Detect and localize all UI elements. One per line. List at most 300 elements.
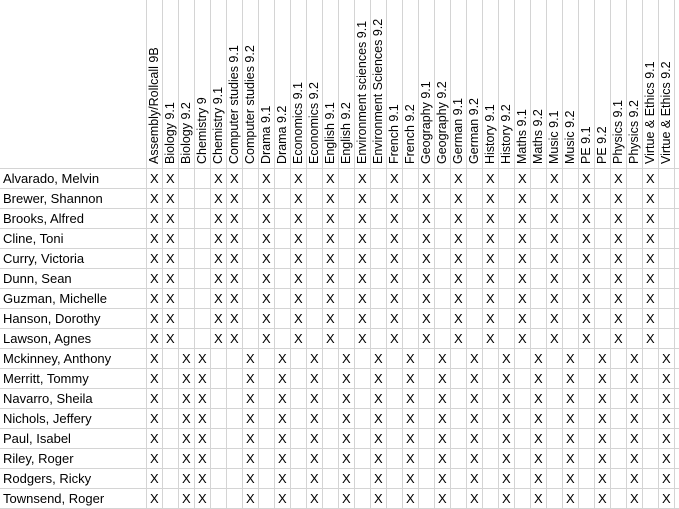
enrollment-mark[interactable]: X	[310, 471, 319, 486]
enrollment-mark[interactable]: X	[406, 431, 415, 446]
enrollment-mark[interactable]: X	[278, 411, 287, 426]
enrollment-mark[interactable]: X	[230, 191, 239, 206]
enrollment-mark[interactable]: X	[614, 311, 623, 326]
enrollment-mark[interactable]: X	[534, 451, 543, 466]
enrollment-mark[interactable]: X	[278, 491, 287, 506]
enrollment-mark[interactable]: X	[246, 391, 255, 406]
enrollment-mark[interactable]: X	[310, 431, 319, 446]
enrollment-mark[interactable]: X	[518, 231, 527, 246]
column-header[interactable]	[450, 0, 466, 168]
enrollment-mark[interactable]: X	[262, 331, 271, 346]
enrollment-mark[interactable]: X	[278, 451, 287, 466]
enrollment-mark[interactable]: X	[150, 351, 159, 366]
enrollment-mark[interactable]: X	[502, 411, 511, 426]
enrollment-mark[interactable]: X	[198, 391, 207, 406]
enrollment-mark[interactable]: X	[326, 331, 335, 346]
enrollment-mark[interactable]: X	[374, 391, 383, 406]
enrollment-mark[interactable]: X	[454, 251, 463, 266]
enrollment-mark[interactable]: X	[550, 331, 559, 346]
student-name[interactable]: Rodgers, Ricky	[3, 471, 92, 486]
enrollment-mark[interactable]: X	[198, 491, 207, 506]
enrollment-mark[interactable]: X	[214, 291, 223, 306]
enrollment-mark[interactable]: X	[406, 451, 415, 466]
enrollment-mark[interactable]: X	[358, 171, 367, 186]
enrollment-mark[interactable]: X	[390, 191, 399, 206]
enrollment-mark[interactable]: X	[646, 211, 655, 226]
enrollment-mark[interactable]: X	[598, 451, 607, 466]
enrollment-mark[interactable]: X	[246, 491, 255, 506]
enrollment-mark[interactable]: X	[230, 211, 239, 226]
enrollment-mark[interactable]: X	[342, 431, 351, 446]
enrollment-mark[interactable]: X	[326, 171, 335, 186]
enrollment-mark[interactable]: X	[486, 171, 495, 186]
enrollment-mark[interactable]: X	[534, 471, 543, 486]
enrollment-mark[interactable]: X	[406, 471, 415, 486]
enrollment-mark[interactable]: X	[262, 291, 271, 306]
enrollment-mark[interactable]: X	[182, 451, 191, 466]
column-header[interactable]	[466, 0, 482, 168]
enrollment-mark[interactable]: X	[470, 431, 479, 446]
enrollment-mark[interactable]: X	[150, 171, 159, 186]
student-name[interactable]: Cline, Toni	[3, 231, 64, 246]
enrollment-mark[interactable]: X	[630, 411, 639, 426]
enrollment-mark[interactable]: X	[342, 491, 351, 506]
enrollment-mark[interactable]: X	[182, 431, 191, 446]
enrollment-mark[interactable]: X	[278, 391, 287, 406]
enrollment-mark[interactable]: X	[214, 171, 223, 186]
enrollment-mark[interactable]: X	[662, 371, 671, 386]
enrollment-mark[interactable]: X	[390, 171, 399, 186]
enrollment-mark[interactable]: X	[230, 171, 239, 186]
enrollment-mark[interactable]: X	[582, 251, 591, 266]
enrollment-mark[interactable]: X	[214, 271, 223, 286]
enrollment-mark[interactable]: X	[374, 371, 383, 386]
column-header[interactable]	[210, 0, 226, 168]
enrollment-mark[interactable]: X	[342, 471, 351, 486]
enrollment-mark[interactable]: X	[662, 451, 671, 466]
enrollment-mark[interactable]: X	[454, 171, 463, 186]
enrollment-mark[interactable]: X	[166, 211, 175, 226]
enrollment-mark[interactable]: X	[518, 191, 527, 206]
enrollment-mark[interactable]: X	[390, 211, 399, 226]
student-name[interactable]: Riley, Roger	[3, 451, 74, 466]
enrollment-mark[interactable]: X	[582, 331, 591, 346]
enrollment-mark[interactable]: X	[470, 471, 479, 486]
column-header[interactable]	[274, 0, 290, 168]
enrollment-mark[interactable]: X	[374, 351, 383, 366]
enrollment-mark[interactable]: X	[646, 311, 655, 326]
enrollment-mark[interactable]: X	[150, 371, 159, 386]
enrollment-mark[interactable]: X	[630, 491, 639, 506]
enrollment-mark[interactable]: X	[422, 211, 431, 226]
enrollment-mark[interactable]: X	[358, 271, 367, 286]
enrollment-mark[interactable]: X	[390, 311, 399, 326]
enrollment-mark[interactable]: X	[470, 351, 479, 366]
column-header[interactable]	[498, 0, 514, 168]
enrollment-mark[interactable]: X	[246, 431, 255, 446]
enrollment-mark[interactable]: X	[390, 251, 399, 266]
enrollment-mark[interactable]: X	[182, 471, 191, 486]
enrollment-mark[interactable]: X	[582, 271, 591, 286]
enrollment-mark[interactable]: X	[150, 291, 159, 306]
enrollment-mark[interactable]: X	[326, 231, 335, 246]
enrollment-mark[interactable]: X	[278, 371, 287, 386]
enrollment-mark[interactable]: X	[374, 411, 383, 426]
enrollment-mark[interactable]: X	[262, 191, 271, 206]
column-header[interactable]	[482, 0, 498, 168]
student-name[interactable]: Mckinney, Anthony	[3, 351, 112, 366]
enrollment-mark[interactable]: X	[342, 451, 351, 466]
enrollment-mark[interactable]: X	[454, 271, 463, 286]
enrollment-mark[interactable]: X	[406, 391, 415, 406]
enrollment-mark[interactable]: X	[502, 351, 511, 366]
enrollment-mark[interactable]: X	[630, 471, 639, 486]
enrollment-mark[interactable]: X	[198, 371, 207, 386]
enrollment-mark[interactable]: X	[182, 491, 191, 506]
student-name[interactable]: Dunn, Sean	[3, 271, 72, 286]
enrollment-mark[interactable]: X	[422, 331, 431, 346]
enrollment-mark[interactable]: X	[310, 491, 319, 506]
column-header[interactable]	[418, 0, 434, 168]
enrollment-mark[interactable]: X	[294, 231, 303, 246]
enrollment-mark[interactable]: X	[166, 251, 175, 266]
enrollment-mark[interactable]: X	[630, 451, 639, 466]
student-name[interactable]: Guzman, Michelle	[3, 291, 108, 306]
enrollment-mark[interactable]: X	[182, 391, 191, 406]
column-header[interactable]	[658, 0, 674, 168]
enrollment-mark[interactable]: X	[646, 291, 655, 306]
enrollment-mark[interactable]: X	[566, 391, 575, 406]
enrollment-mark[interactable]: X	[214, 191, 223, 206]
enrollment-mark[interactable]: X	[358, 331, 367, 346]
column-header[interactable]	[322, 0, 338, 168]
enrollment-mark[interactable]: X	[326, 211, 335, 226]
enrollment-mark[interactable]: X	[566, 451, 575, 466]
enrollment-mark[interactable]: X	[438, 391, 447, 406]
enrollment-mark[interactable]: X	[262, 231, 271, 246]
enrollment-mark[interactable]: X	[294, 311, 303, 326]
enrollment-mark[interactable]: X	[246, 351, 255, 366]
enrollment-mark[interactable]: X	[358, 311, 367, 326]
enrollment-mark[interactable]: X	[358, 251, 367, 266]
enrollment-mark[interactable]: X	[534, 411, 543, 426]
enrollment-mark[interactable]: X	[614, 251, 623, 266]
column-header[interactable]	[594, 0, 610, 168]
enrollment-mark[interactable]: X	[246, 411, 255, 426]
enrollment-mark[interactable]: X	[358, 231, 367, 246]
enrollment-mark[interactable]: X	[486, 231, 495, 246]
enrollment-mark[interactable]: X	[502, 431, 511, 446]
enrollment-mark[interactable]: X	[582, 231, 591, 246]
enrollment-mark[interactable]: X	[422, 171, 431, 186]
enrollment-mark[interactable]: X	[646, 171, 655, 186]
enrollment-mark[interactable]: X	[150, 311, 159, 326]
enrollment-mark[interactable]: X	[614, 291, 623, 306]
enrollment-mark[interactable]: X	[550, 291, 559, 306]
column-header[interactable]	[290, 0, 306, 168]
enrollment-mark[interactable]: X	[326, 291, 335, 306]
enrollment-mark[interactable]: X	[166, 291, 175, 306]
enrollment-mark[interactable]: X	[454, 311, 463, 326]
enrollment-mark[interactable]: X	[358, 211, 367, 226]
enrollment-mark[interactable]: X	[454, 331, 463, 346]
enrollment-mark[interactable]: X	[598, 371, 607, 386]
enrollment-mark[interactable]: X	[550, 191, 559, 206]
enrollment-mark[interactable]: X	[150, 331, 159, 346]
enrollment-mark[interactable]: X	[566, 371, 575, 386]
student-name[interactable]: Hanson, Dorothy	[3, 311, 101, 326]
enrollment-mark[interactable]: X	[262, 211, 271, 226]
enrollment-mark[interactable]: X	[246, 451, 255, 466]
enrollment-mark[interactable]: X	[294, 191, 303, 206]
enrollment-mark[interactable]: X	[230, 271, 239, 286]
enrollment-mark[interactable]: X	[662, 431, 671, 446]
enrollment-mark[interactable]: X	[310, 451, 319, 466]
enrollment-mark[interactable]: X	[262, 271, 271, 286]
enrollment-mark[interactable]: X	[150, 411, 159, 426]
enrollment-mark[interactable]: X	[150, 251, 159, 266]
enrollment-mark[interactable]: X	[630, 351, 639, 366]
enrollment-mark[interactable]: X	[454, 191, 463, 206]
enrollment-mark[interactable]: X	[150, 231, 159, 246]
enrollment-mark[interactable]: X	[406, 411, 415, 426]
student-name[interactable]: Alvarado, Melvin	[3, 171, 100, 186]
enrollment-mark[interactable]: X	[598, 351, 607, 366]
enrollment-mark[interactable]: X	[614, 191, 623, 206]
column-header[interactable]	[370, 0, 386, 168]
enrollment-mark[interactable]: X	[342, 371, 351, 386]
enrollment-mark[interactable]: X	[278, 471, 287, 486]
enrollment-mark[interactable]: X	[534, 491, 543, 506]
column-header[interactable]	[178, 0, 194, 168]
enrollment-mark[interactable]: X	[390, 331, 399, 346]
enrollment-mark[interactable]: X	[150, 431, 159, 446]
enrollment-mark[interactable]: X	[470, 371, 479, 386]
enrollment-mark[interactable]: X	[550, 271, 559, 286]
enrollment-mark[interactable]: X	[534, 351, 543, 366]
enrollment-mark[interactable]: X	[294, 331, 303, 346]
enrollment-mark[interactable]: X	[566, 431, 575, 446]
enrollment-mark[interactable]: X	[310, 391, 319, 406]
enrollment-mark[interactable]: X	[438, 491, 447, 506]
enrollment-mark[interactable]: X	[630, 431, 639, 446]
enrollment-mark[interactable]: X	[150, 211, 159, 226]
enrollment-mark[interactable]: X	[470, 411, 479, 426]
enrollment-mark[interactable]: X	[150, 491, 159, 506]
enrollment-mark[interactable]: X	[182, 371, 191, 386]
enrollment-mark[interactable]: X	[598, 471, 607, 486]
enrollment-mark[interactable]: X	[614, 331, 623, 346]
enrollment-mark[interactable]: X	[230, 311, 239, 326]
enrollment-mark[interactable]: X	[566, 411, 575, 426]
enrollment-mark[interactable]: X	[518, 311, 527, 326]
enrollment-mark[interactable]: X	[342, 391, 351, 406]
enrollment-mark[interactable]: X	[294, 211, 303, 226]
enrollment-mark[interactable]: X	[166, 331, 175, 346]
enrollment-mark[interactable]: X	[230, 331, 239, 346]
enrollment-mark[interactable]: X	[438, 371, 447, 386]
enrollment-mark[interactable]: X	[486, 191, 495, 206]
enrollment-mark[interactable]: X	[278, 431, 287, 446]
enrollment-mark[interactable]: X	[486, 291, 495, 306]
student-name[interactable]: Lawson, Agnes	[3, 331, 92, 346]
enrollment-mark[interactable]: X	[470, 391, 479, 406]
column-header[interactable]	[578, 0, 594, 168]
enrollment-mark[interactable]: X	[150, 271, 159, 286]
enrollment-mark[interactable]: X	[150, 391, 159, 406]
enrollment-mark[interactable]: X	[294, 271, 303, 286]
enrollment-mark[interactable]: X	[550, 231, 559, 246]
enrollment-mark[interactable]: X	[614, 211, 623, 226]
enrollment-mark[interactable]: X	[422, 311, 431, 326]
enrollment-mark[interactable]: X	[502, 371, 511, 386]
enrollment-mark[interactable]: X	[582, 291, 591, 306]
enrollment-mark[interactable]: X	[582, 171, 591, 186]
student-name[interactable]: Nichols, Jeffery	[3, 411, 92, 426]
column-header[interactable]	[354, 0, 370, 168]
enrollment-mark[interactable]: X	[662, 411, 671, 426]
enrollment-mark[interactable]: X	[310, 411, 319, 426]
enrollment-mark[interactable]: X	[358, 291, 367, 306]
enrollment-mark[interactable]: X	[310, 351, 319, 366]
enrollment-mark[interactable]: X	[198, 411, 207, 426]
student-name[interactable]: Brooks, Alfred	[3, 211, 84, 226]
column-header[interactable]	[626, 0, 642, 168]
enrollment-mark[interactable]: X	[646, 331, 655, 346]
enrollment-mark[interactable]: X	[310, 371, 319, 386]
enrollment-mark[interactable]: X	[566, 491, 575, 506]
enrollment-mark[interactable]: X	[438, 451, 447, 466]
enrollment-mark[interactable]: X	[662, 351, 671, 366]
column-header[interactable]	[338, 0, 354, 168]
enrollment-mark[interactable]: X	[262, 171, 271, 186]
enrollment-mark[interactable]: X	[486, 211, 495, 226]
enrollment-mark[interactable]: X	[214, 311, 223, 326]
enrollment-mark[interactable]: X	[294, 171, 303, 186]
enrollment-mark[interactable]: X	[166, 311, 175, 326]
enrollment-mark[interactable]: X	[470, 491, 479, 506]
enrollment-mark[interactable]: X	[582, 311, 591, 326]
enrollment-mark[interactable]: X	[326, 191, 335, 206]
enrollment-mark[interactable]: X	[150, 191, 159, 206]
enrollment-mark[interactable]: X	[198, 351, 207, 366]
enrollment-mark[interactable]: X	[230, 231, 239, 246]
enrollment-mark[interactable]: X	[406, 371, 415, 386]
student-name[interactable]: Navarro, Sheila	[3, 391, 93, 406]
enrollment-mark[interactable]: X	[646, 191, 655, 206]
enrollment-mark[interactable]: X	[518, 271, 527, 286]
enrollment-mark[interactable]: X	[518, 211, 527, 226]
enrollment-mark[interactable]: X	[662, 471, 671, 486]
enrollment-mark[interactable]: X	[422, 251, 431, 266]
enrollment-mark[interactable]: X	[598, 431, 607, 446]
column-header[interactable]	[194, 0, 210, 168]
enrollment-mark[interactable]: X	[630, 391, 639, 406]
enrollment-mark[interactable]: X	[326, 251, 335, 266]
enrollment-mark[interactable]: X	[406, 491, 415, 506]
student-name[interactable]: Merritt, Tommy	[3, 371, 89, 386]
enrollment-mark[interactable]: X	[246, 371, 255, 386]
enrollment-mark[interactable]: X	[150, 451, 159, 466]
enrollment-mark[interactable]: X	[390, 231, 399, 246]
enrollment-mark[interactable]: X	[230, 251, 239, 266]
enrollment-mark[interactable]: X	[422, 291, 431, 306]
enrollment-mark[interactable]: X	[214, 231, 223, 246]
enrollment-mark[interactable]: X	[486, 271, 495, 286]
enrollment-mark[interactable]: X	[342, 411, 351, 426]
enrollment-mark[interactable]: X	[486, 251, 495, 266]
enrollment-mark[interactable]: X	[454, 231, 463, 246]
enrollment-mark[interactable]: X	[502, 451, 511, 466]
enrollment-mark[interactable]: X	[518, 171, 527, 186]
enrollment-mark[interactable]: X	[166, 231, 175, 246]
enrollment-mark[interactable]: X	[486, 311, 495, 326]
column-header[interactable]	[226, 0, 242, 168]
enrollment-mark[interactable]: X	[502, 471, 511, 486]
enrollment-mark[interactable]: X	[598, 411, 607, 426]
enrollment-mark[interactable]: X	[326, 271, 335, 286]
column-header[interactable]	[306, 0, 322, 168]
enrollment-mark[interactable]: X	[214, 251, 223, 266]
enrollment-mark[interactable]: X	[502, 491, 511, 506]
enrollment-mark[interactable]: X	[246, 471, 255, 486]
student-name[interactable]: Brewer, Shannon	[3, 191, 103, 206]
enrollment-mark[interactable]: X	[294, 291, 303, 306]
enrollment-mark[interactable]: X	[214, 331, 223, 346]
enrollment-mark[interactable]: X	[422, 191, 431, 206]
enrollment-mark[interactable]: X	[342, 351, 351, 366]
student-name[interactable]: Paul, Isabel	[3, 431, 71, 446]
enrollment-mark[interactable]: X	[262, 251, 271, 266]
enrollment-mark[interactable]: X	[566, 471, 575, 486]
enrollment-mark[interactable]: X	[582, 191, 591, 206]
enrollment-mark[interactable]: X	[358, 191, 367, 206]
enrollment-mark[interactable]: X	[582, 211, 591, 226]
enrollment-mark[interactable]: X	[518, 331, 527, 346]
student-name[interactable]: Curry, Victoria	[3, 251, 85, 266]
enrollment-mark[interactable]: X	[182, 411, 191, 426]
column-header[interactable]	[402, 0, 418, 168]
enrollment-mark[interactable]: X	[550, 211, 559, 226]
enrollment-mark[interactable]: X	[534, 431, 543, 446]
enrollment-mark[interactable]: X	[470, 451, 479, 466]
enrollment-mark[interactable]: X	[518, 251, 527, 266]
column-header[interactable]	[434, 0, 450, 168]
column-header[interactable]	[162, 0, 178, 168]
enrollment-mark[interactable]: X	[646, 271, 655, 286]
enrollment-mark[interactable]: X	[454, 211, 463, 226]
enrollment-mark[interactable]: X	[566, 351, 575, 366]
enrollment-mark[interactable]: X	[438, 431, 447, 446]
enrollment-mark[interactable]: X	[390, 271, 399, 286]
enrollment-mark[interactable]: X	[198, 431, 207, 446]
column-header[interactable]	[530, 0, 546, 168]
enrollment-mark[interactable]: X	[486, 331, 495, 346]
enrollment-mark[interactable]: X	[166, 271, 175, 286]
enrollment-mark[interactable]: X	[374, 491, 383, 506]
enrollment-mark[interactable]: X	[550, 251, 559, 266]
column-header[interactable]	[242, 0, 258, 168]
enrollment-mark[interactable]: X	[422, 231, 431, 246]
enrollment-mark[interactable]: X	[374, 451, 383, 466]
column-header[interactable]	[562, 0, 578, 168]
enrollment-mark[interactable]: X	[198, 451, 207, 466]
student-name[interactable]: Townsend, Roger	[3, 491, 105, 506]
column-header[interactable]	[514, 0, 530, 168]
column-header[interactable]	[258, 0, 274, 168]
enrollment-mark[interactable]: X	[614, 231, 623, 246]
enrollment-mark[interactable]: X	[614, 171, 623, 186]
